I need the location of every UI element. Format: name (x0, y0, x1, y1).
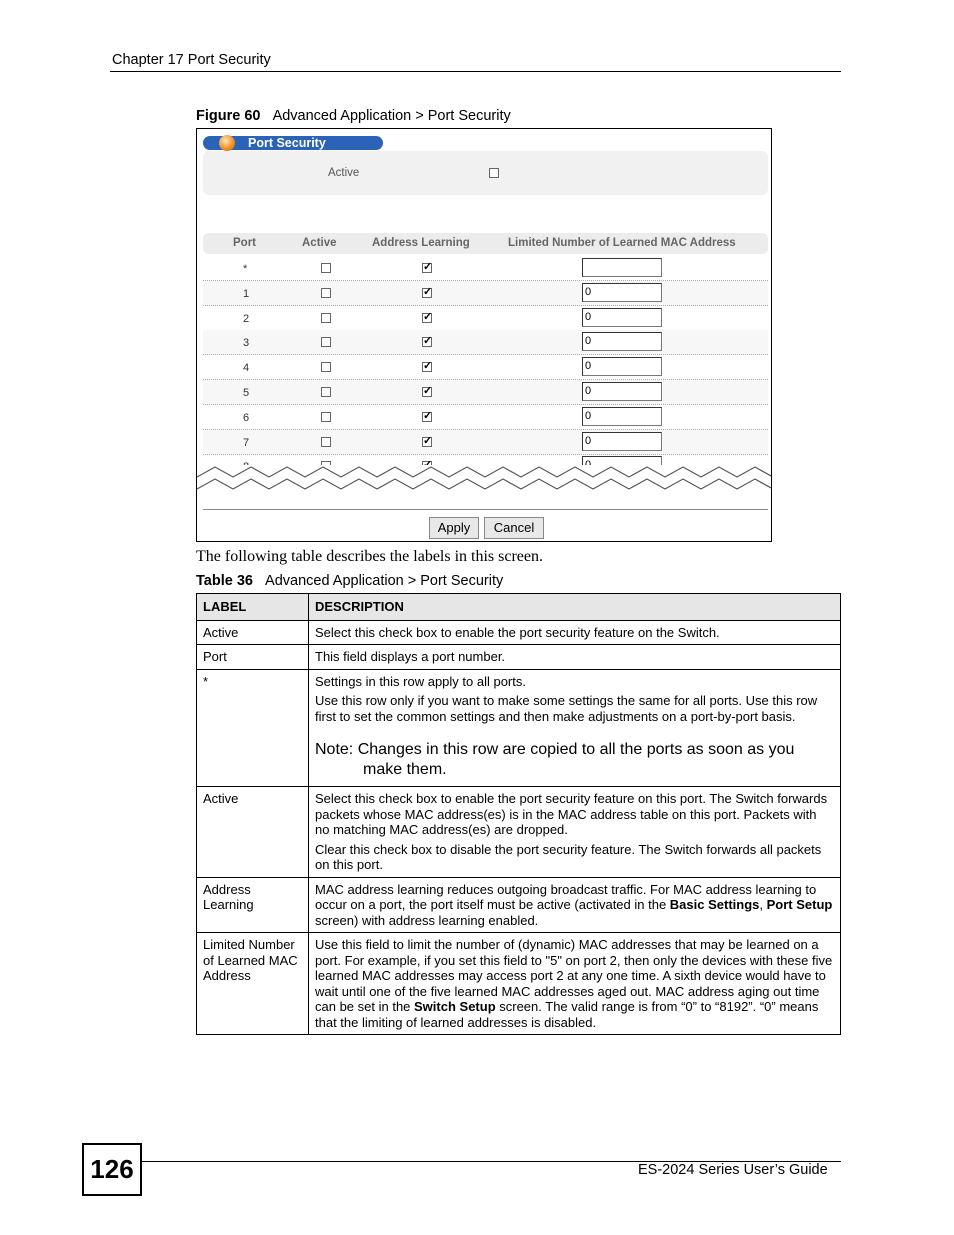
orb-icon (219, 135, 235, 151)
global-active-label: Active (328, 167, 360, 179)
port-number: 3 (243, 337, 250, 350)
row-label: Address Learning (197, 877, 309, 933)
description-text: Clear this check box to disable the port security feature. The Switch forwards all packets on this port. (315, 841, 822, 872)
row-label: Port (197, 645, 309, 670)
address-learning-checkbox[interactable] (422, 387, 432, 397)
button-divider (203, 509, 768, 510)
table-row (197, 669, 841, 787)
port-number: 1 (243, 287, 250, 300)
row-label: * (197, 669, 309, 787)
row-description (309, 645, 841, 670)
description-text: Use this row only if you want to make some settings the same for all ports. Use this row first to set the common settings and then make adjustments on a port-by-port basis. (315, 693, 818, 724)
address-learning-checkbox[interactable] (422, 412, 432, 422)
port-active-checkbox[interactable] (321, 412, 331, 422)
port-active-checkbox[interactable] (321, 288, 331, 298)
mac-limit-input[interactable] (582, 258, 662, 277)
description-text: This field displays a port number. (315, 649, 506, 664)
label-header: LABEL (197, 594, 309, 621)
port-active-checkbox[interactable] (321, 313, 331, 323)
row-description (309, 877, 841, 933)
port-row (203, 380, 768, 405)
page-number: 126 (82, 1143, 142, 1196)
cancel-button[interactable]: Cancel (484, 517, 544, 539)
port-active-checkbox[interactable] (321, 263, 331, 273)
row-description (309, 787, 841, 878)
port-number: 2 (243, 312, 250, 325)
port-number: 7 (243, 436, 250, 449)
note-text: Note: Changes in this row are copied to all the ports as soon as you make them. (315, 741, 795, 778)
port-row (203, 355, 768, 380)
mac-limit-input[interactable]: 0 (582, 332, 662, 351)
screen-heading (203, 136, 383, 150)
description-text: Settings in this row apply to all ports. (315, 673, 526, 689)
cut-off-zigzag (197, 461, 771, 501)
figure-label: Figure 60 (196, 108, 261, 124)
row-label: Active (197, 787, 309, 878)
guide-title: ES-2024 Series User’s Guide (638, 1162, 828, 1178)
address-learning-checkbox[interactable] (422, 288, 432, 298)
port-row (203, 281, 768, 306)
description-text: MAC address learning reduces outgoing broadcast traffic. For MAC address learning to occur on a port, the port itself must be active (activated in the Basic Settings, Port Setup screen) with address learning enabled. (315, 881, 833, 928)
port-row (203, 306, 768, 331)
mac-limit-input[interactable]: 0 (582, 283, 662, 302)
mac-limit-input[interactable]: 0 (582, 407, 662, 426)
mac-limit-input[interactable]: 0 (582, 308, 662, 327)
apply-button[interactable]: Apply (429, 517, 479, 539)
port-number: 4 (243, 362, 250, 375)
port-number: * (243, 263, 248, 275)
description-text: Select this check box to enable the port security feature on this port. The Switch forwards packets whose MAC address(es) is in the MAC address table on this port. Packets with no matching MAC address(es) are dropped. (315, 791, 828, 837)
description-table (196, 593, 841, 1035)
port-row (203, 256, 768, 281)
row-label: Limited Number of Learned MAC Address (197, 933, 309, 1035)
row-description (309, 620, 841, 645)
col-active: Active (302, 237, 337, 249)
address-learning-checkbox[interactable] (422, 437, 432, 447)
mac-limit-input[interactable]: 0 (582, 357, 662, 376)
figure-caption (196, 108, 511, 124)
table-title: Advanced Application > Port Security (265, 573, 504, 589)
port-active-checkbox[interactable] (321, 387, 331, 397)
table-caption (196, 573, 503, 589)
port-number: 5 (243, 387, 250, 399)
row-description (309, 933, 841, 1035)
address-learning-checkbox[interactable] (422, 337, 432, 347)
screen-heading-label: Port Security (248, 136, 326, 150)
chapter-title: Chapter 17 Port Security (112, 52, 271, 68)
port-active-checkbox[interactable] (321, 337, 331, 347)
mac-limit-input[interactable]: 0 (582, 382, 662, 401)
description-header: DESCRIPTION (309, 594, 841, 621)
global-settings-panel (203, 151, 768, 195)
port-row (203, 405, 768, 430)
port-row (203, 430, 768, 455)
table-row (197, 787, 841, 878)
address-learning-checkbox[interactable] (422, 263, 432, 273)
port-security-screenshot (196, 128, 772, 542)
col-limited-mac: Limited Number of Learned MAC Address (508, 237, 736, 249)
col-address-learning: Address Learning (372, 237, 470, 249)
address-learning-checkbox[interactable] (422, 313, 432, 323)
row-label: Active (197, 620, 309, 645)
figure-title: Advanced Application > Port Security (272, 108, 511, 124)
description-text: Use this field to limit the number of (dynamic) MAC addresses that may be learned on a port. For example, if you set this field to "5" on port 2, then only the devices with these five learned MAC addresses may access port 2 at any one time. A sixth device would have to wait until one of the five learned MAC addresses aged out. MAC address aging out time can be set in the Switch Setup screen. The valid range is from “0” to “8192”. “0” means that the limiting of learned addresses is disabled. (315, 937, 833, 1030)
table-row (197, 645, 841, 670)
table-label: Table 36 (196, 573, 253, 589)
global-active-checkbox[interactable] (489, 168, 499, 178)
port-number: 6 (243, 411, 250, 424)
mac-limit-input[interactable]: 0 (582, 432, 662, 451)
intro-text: The following table describes the labels in this screen. (196, 548, 544, 565)
table-row (197, 933, 841, 1035)
row-description (309, 669, 841, 787)
port-active-checkbox[interactable] (321, 437, 331, 447)
port-active-checkbox[interactable] (321, 362, 331, 372)
port-row (203, 330, 768, 355)
table-row (197, 877, 841, 933)
header-rule (110, 71, 841, 72)
address-learning-checkbox[interactable] (422, 362, 432, 372)
description-text: Select this check box to enable the port security feature on the Switch. (315, 624, 720, 640)
table-row (197, 620, 841, 645)
table-header-row (197, 594, 841, 621)
col-port: Port (233, 237, 256, 249)
